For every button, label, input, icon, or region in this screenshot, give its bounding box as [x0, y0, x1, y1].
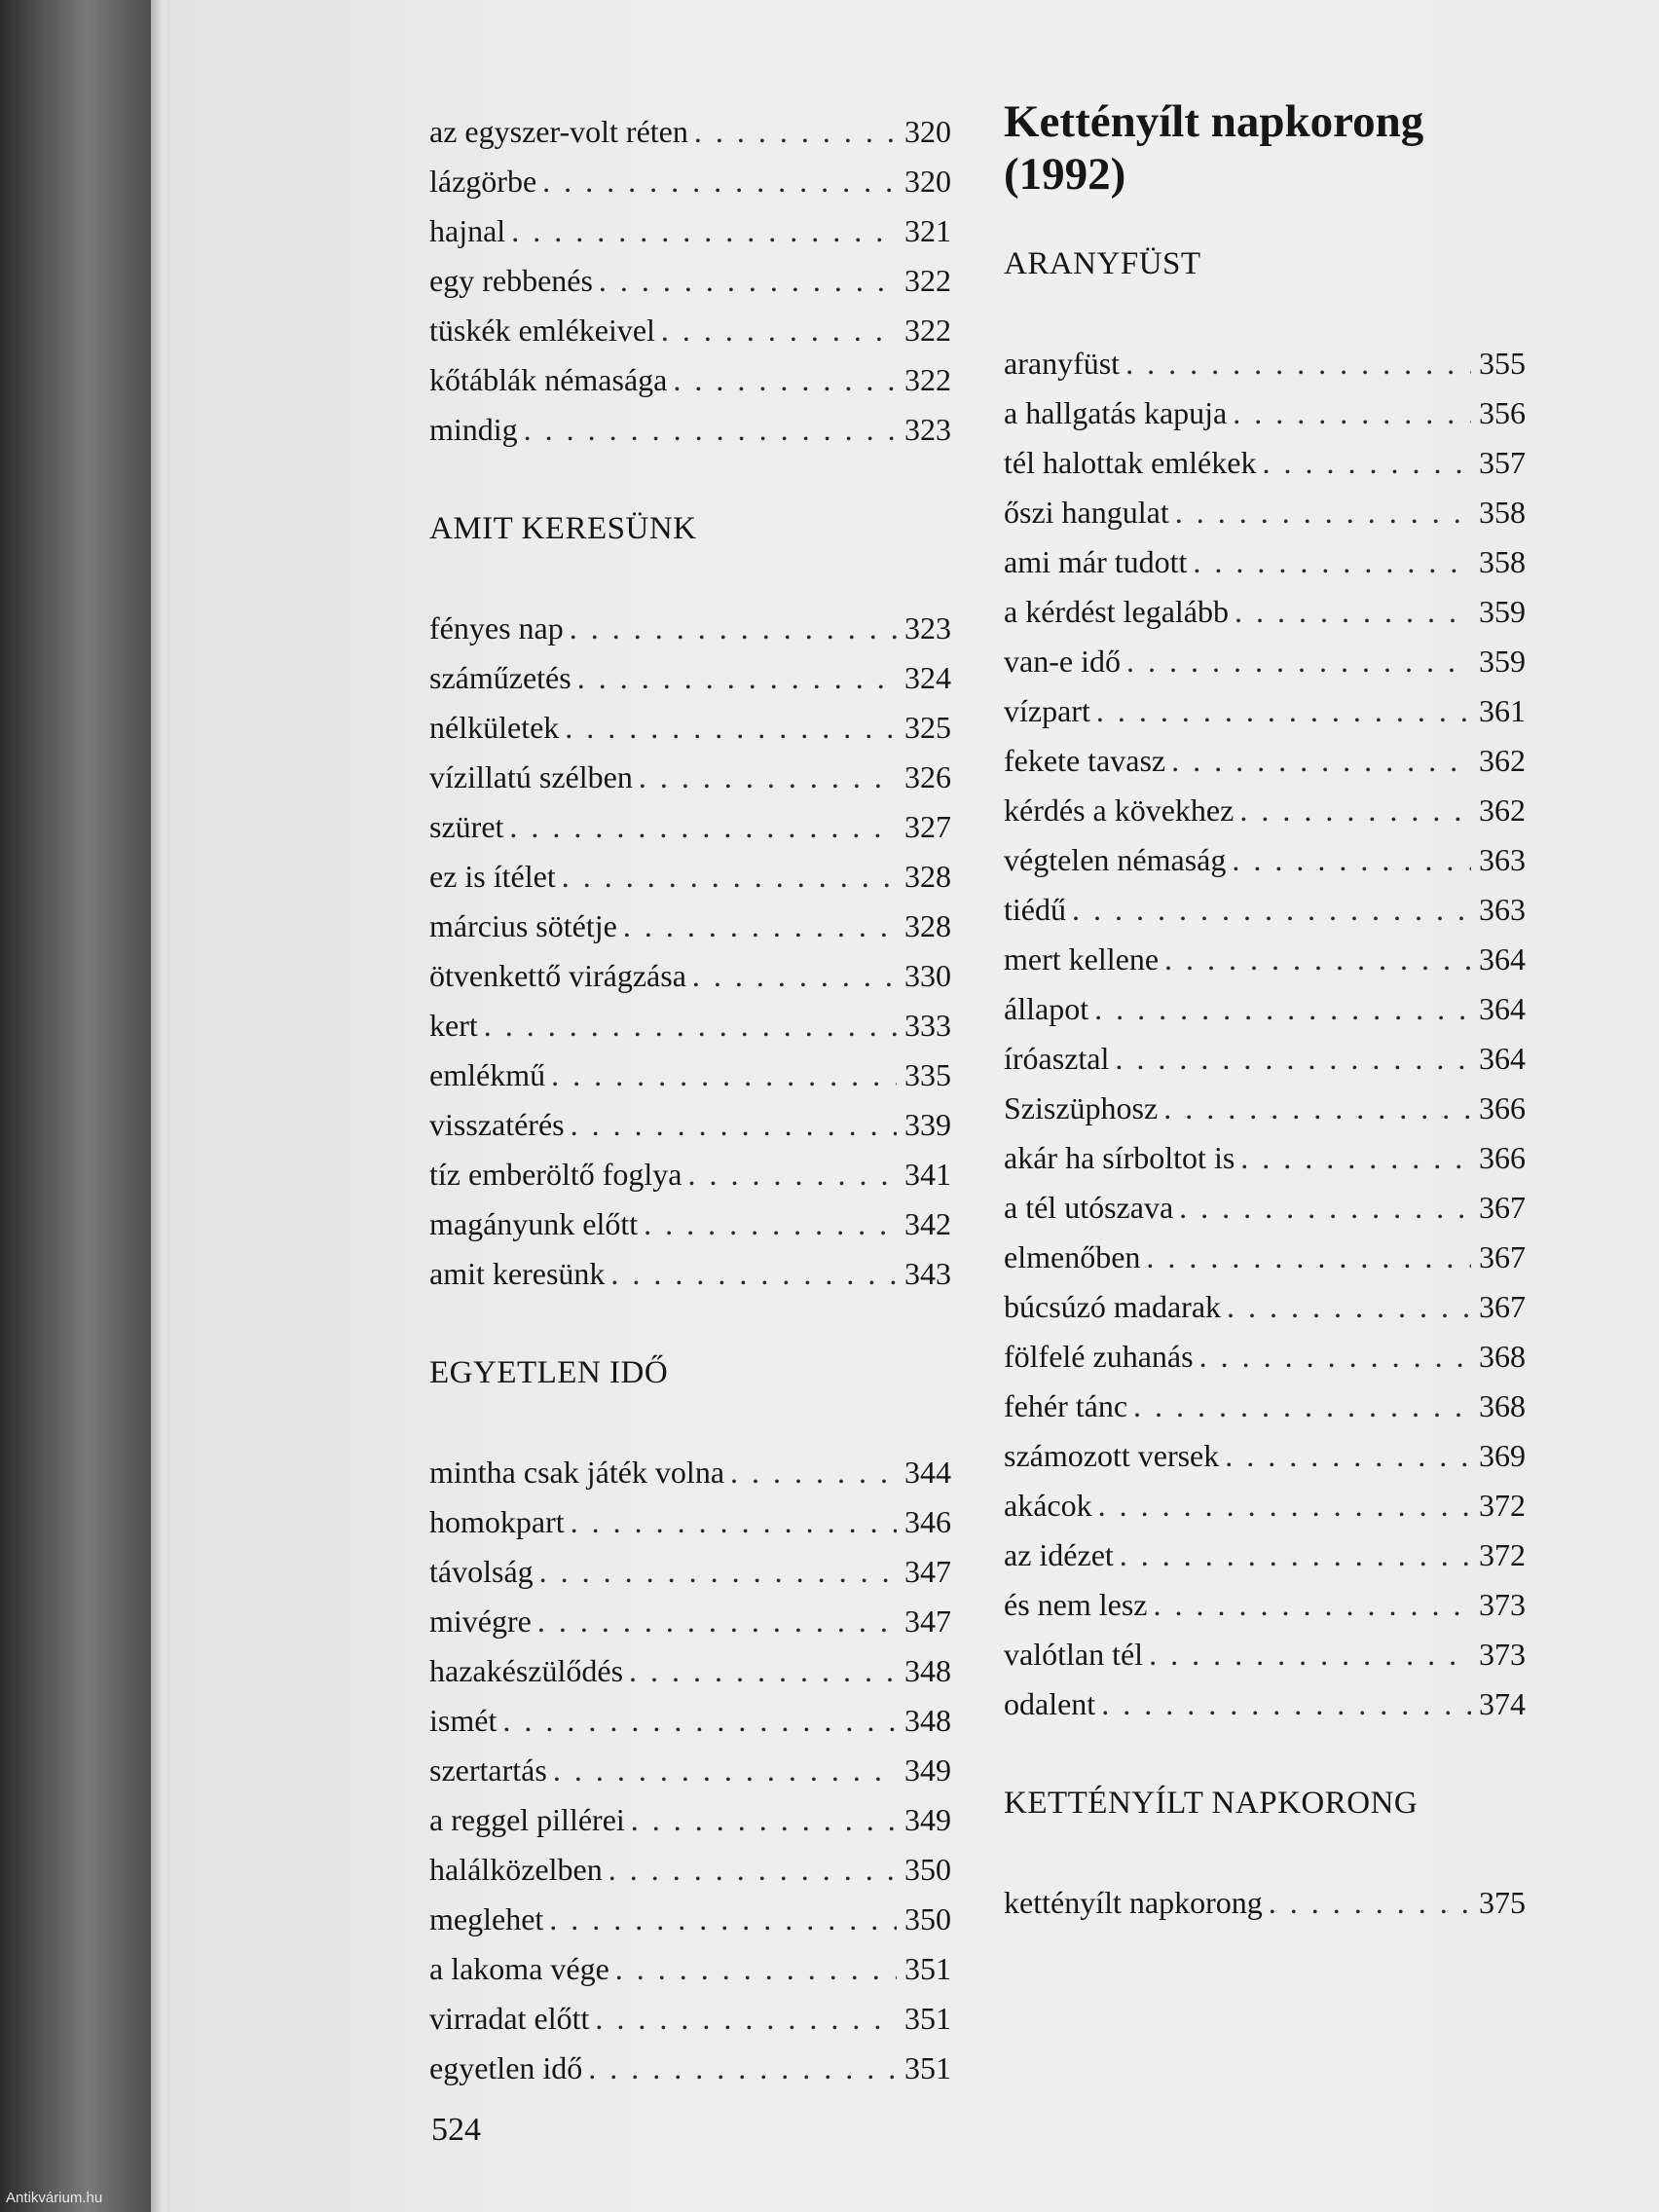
toc-entry-page: 372: [1479, 1488, 1526, 1523]
toc-entry: [429, 256, 951, 306]
toc-entry: [429, 1249, 951, 1299]
toc-entry-page: 328: [904, 908, 951, 943]
toc-leader-dots: [509, 802, 897, 852]
toc-leader-dots: [639, 753, 897, 802]
toc-entry-page: 330: [904, 958, 951, 993]
toc-leader-dots: [1227, 1282, 1471, 1332]
toc-entry-page: 339: [904, 1107, 951, 1142]
toc-entry-page: 349: [904, 1802, 951, 1837]
toc-section-list: [1004, 1878, 1526, 1928]
toc-entry-title: szüret: [429, 809, 504, 844]
toc-entry-page: 367: [1479, 1289, 1526, 1324]
toc-entry: [1004, 1580, 1526, 1630]
page-edge: [151, 0, 170, 2212]
toc-entry-page: 367: [1479, 1190, 1526, 1225]
toc-section-list: [1004, 339, 1526, 1729]
toc-entry: [429, 1497, 951, 1547]
toc-entry: [429, 1944, 951, 1994]
toc-entry: [1004, 1630, 1526, 1679]
toc-entry: [429, 1994, 951, 2044]
toc-entry-page: 348: [904, 1703, 951, 1738]
toc-entry-page: 351: [904, 2001, 951, 2036]
toc-entry-page: 325: [904, 710, 951, 745]
toc-entry: [1004, 1382, 1526, 1431]
toc-entry-page: 341: [904, 1157, 951, 1192]
toc-right-column: [1004, 95, 1526, 1928]
section-heading-kettenyilt-napkorong: KETTÉNYÍLT NAPKORONG: [1004, 1786, 1419, 1821]
toc-entry-title: a kérdést legalább: [1004, 594, 1229, 629]
toc-entry: [429, 951, 951, 1001]
toc-entry: [429, 1051, 951, 1100]
toc-entry-page: 361: [1479, 693, 1526, 728]
toc-entry-title: magányunk előtt: [429, 1206, 639, 1241]
toc-entry-title: hajnal: [429, 213, 506, 248]
toc-leader-dots: [1240, 1133, 1471, 1183]
toc-entry-page: 323: [904, 412, 951, 447]
toc-entry-title: a lakoma vége: [429, 1951, 609, 1986]
toc-entry-title: tél halottak emlékek: [1004, 445, 1257, 480]
toc-entry: [1004, 935, 1526, 984]
toc-entry-title: meglehet: [429, 1901, 544, 1936]
toc-entry-title: virradat előtt: [429, 2001, 590, 2036]
toc-leader-dots: [1096, 686, 1471, 736]
toc-entry-page: 362: [1479, 793, 1526, 828]
toc-entry: [1004, 1481, 1526, 1530]
toc-entry-title: számozott versek: [1004, 1438, 1220, 1473]
toc-entry-title: az egyszer-volt réten: [429, 114, 688, 149]
toc-entry: [429, 1001, 951, 1051]
toc-entry: [429, 1150, 951, 1199]
toc-entry-page: 363: [1479, 892, 1526, 927]
toc-leader-dots: [553, 1746, 897, 1795]
toc-entry-title: vízillatú szélben: [429, 759, 633, 794]
toc-leader-dots: [1235, 587, 1471, 637]
toc-entry-page: 363: [1479, 842, 1526, 877]
toc-leader-dots: [1072, 885, 1471, 935]
toc-leader-dots: [1193, 537, 1471, 587]
toc-entry-page: 322: [904, 362, 951, 397]
toc-entry-title: fehér tánc: [1004, 1388, 1128, 1423]
toc-entry-page: 374: [1479, 1686, 1526, 1721]
toc-leader-dots: [1239, 786, 1471, 835]
toc-leader-dots: [608, 1845, 897, 1895]
toc-entry: [429, 1448, 951, 1497]
toc-leader-dots: [623, 902, 897, 951]
toc-leader-dots: [1163, 1084, 1471, 1133]
section-heading-aranyfust: ARANYFÜST: [1004, 246, 1201, 281]
toc-entry: [1004, 686, 1526, 736]
toc-leader-dots: [673, 355, 897, 405]
toc-entry-title: nélkületek: [429, 710, 560, 745]
toc-entry: [429, 1199, 951, 1249]
toc-entry-page: 350: [904, 1852, 951, 1887]
toc-entry-page: 326: [904, 759, 951, 794]
toc-entry-title: visszatérés: [429, 1107, 565, 1142]
toc-entry-page: 351: [904, 2050, 951, 2085]
toc-leader-dots: [1179, 1183, 1471, 1233]
toc-leader-dots: [1199, 1332, 1471, 1382]
toc-entry-title: vízpart: [1004, 693, 1090, 728]
toc-leader-dots: [1146, 1233, 1471, 1282]
section-heading-amit-kereSunk: AMIT KERESÜNK: [429, 511, 697, 546]
toc-entry: [1004, 835, 1526, 885]
toc-entry: [429, 902, 951, 951]
toc-entry-page: 359: [1479, 594, 1526, 629]
toc-entry: [1004, 1282, 1526, 1332]
toc-leader-dots: [1164, 935, 1471, 984]
toc-leader-dots: [1233, 388, 1471, 438]
toc-entry-title: emlékmű: [429, 1057, 546, 1092]
toc-entry: [429, 1895, 951, 1944]
toc-entry-title: búcsúzó madarak: [1004, 1289, 1222, 1324]
toc-entry-title: egy rebbenés: [429, 263, 593, 298]
book-title-line: Kettényílt napkorong: [1004, 96, 1424, 147]
toc-leader-dots: [610, 1249, 897, 1299]
toc-entry-page: 333: [904, 1008, 951, 1043]
toc-leader-dots: [588, 2044, 897, 2093]
toc-entry-title: egyetlen idő: [429, 2050, 583, 2085]
toc-entry-page: 321: [904, 213, 951, 248]
toc-entry: [429, 1845, 951, 1895]
toc-leader-dots: [539, 1547, 897, 1597]
toc-leader-dots: [1171, 736, 1471, 786]
toc-entry-page: 373: [1479, 1587, 1526, 1622]
toc-leader-dots: [1098, 1481, 1471, 1530]
toc-entry-title: íróasztal: [1004, 1041, 1110, 1076]
toc-section-list: [429, 1448, 951, 2093]
toc-entry: [1004, 1332, 1526, 1382]
toc-entry: [1004, 388, 1526, 438]
toc-entry: [429, 703, 951, 753]
toc-entry-page: 322: [904, 263, 951, 298]
toc-leader-dots: [1120, 1530, 1471, 1580]
toc-leader-dots: [542, 157, 897, 206]
toc-entry: [1004, 1133, 1526, 1183]
toc-leader-dots: [629, 1646, 897, 1696]
toc-entry-page: 324: [904, 660, 951, 695]
toc-entry-page: 355: [1479, 346, 1526, 381]
toc-leader-dots: [615, 1944, 897, 1994]
toc-leader-dots: [1149, 1630, 1471, 1679]
toc-leader-dots: [631, 1795, 897, 1845]
toc-entry-title: lázgörbe: [429, 164, 537, 199]
toc-entry: [1004, 885, 1526, 935]
toc-section-list: [429, 604, 951, 1299]
toc-entry-title: tiédű: [1004, 892, 1066, 927]
toc-entry: [1004, 1431, 1526, 1481]
toc-entry: [1004, 1233, 1526, 1282]
toc-leader-dots: [571, 1497, 897, 1547]
toc-entry-page: 368: [1479, 1339, 1526, 1374]
toc-entry-title: kettényílt napkorong: [1004, 1885, 1263, 1920]
toc-leader-dots: [1154, 1580, 1472, 1630]
toc-leader-dots: [562, 852, 897, 902]
toc-entry-page: 344: [904, 1455, 951, 1490]
toc-entry-page: 362: [1479, 743, 1526, 778]
toc-entry: [429, 405, 951, 455]
toc-entry-title: végtelen némaság: [1004, 842, 1227, 877]
toc-entry-title: tüskék emlékeivel: [429, 313, 655, 348]
toc-entry-title: halálközelben: [429, 1852, 603, 1887]
toc-entry: [1004, 786, 1526, 835]
toc-entry: [1004, 438, 1526, 488]
toc-entry: [429, 1696, 951, 1746]
toc-entry-page: 335: [904, 1057, 951, 1092]
toc-entry-title: március sötétje: [429, 908, 617, 943]
toc-entry: [429, 753, 951, 802]
toc-entry-page: 372: [1479, 1537, 1526, 1572]
toc-entry-title: valótlan tél: [1004, 1637, 1144, 1672]
toc-entry-title: ismét: [429, 1703, 498, 1738]
toc-entry-page: 328: [904, 859, 951, 894]
toc-entry: [1004, 736, 1526, 786]
toc-entry: [1004, 1034, 1526, 1084]
toc-entry-page: 358: [1479, 495, 1526, 530]
toc-entry-page: 327: [904, 809, 951, 844]
toc-entry-page: 349: [904, 1752, 951, 1788]
toc-entry-page: 369: [1479, 1438, 1526, 1473]
toc-entry: [429, 1597, 951, 1646]
toc-entry: [1004, 488, 1526, 537]
toc-entry: [429, 107, 951, 157]
toc-entry-title: mert kellene: [1004, 941, 1160, 977]
toc-entry: [1004, 339, 1526, 388]
toc-entry: [429, 355, 951, 405]
toc-entry-title: mindig: [429, 412, 518, 447]
toc-leader-dots: [1175, 488, 1471, 537]
toc-entry: [429, 1547, 951, 1597]
toc-entry-title: és nem lesz: [1004, 1587, 1148, 1622]
toc-entry: [429, 802, 951, 852]
toc-left-column: [429, 107, 951, 2093]
toc-leader-dots: [644, 1199, 897, 1249]
toc-entry-page: 347: [904, 1554, 951, 1589]
toc-entry: [1004, 1878, 1526, 1928]
toc-leader-dots: [502, 1696, 897, 1746]
toc-entry: [429, 1746, 951, 1795]
toc-intro-list: [429, 107, 951, 455]
toc-entry-title: a hallgatás kapuja: [1004, 395, 1228, 430]
toc-leader-dots: [1133, 1382, 1471, 1431]
toc-entry-title: őszi hangulat: [1004, 495, 1169, 530]
toc-entry-title: aranyfüst: [1004, 346, 1121, 381]
toc-leader-dots: [1225, 1431, 1471, 1481]
toc-leader-dots: [1269, 1878, 1471, 1928]
toc-entry: [1004, 1530, 1526, 1580]
toc-entry-title: kérdés a kövekhez: [1004, 793, 1235, 828]
toc-entry-title: van-e idő: [1004, 644, 1121, 679]
toc-entry-page: 323: [904, 610, 951, 645]
toc-entry-page: 342: [904, 1206, 951, 1241]
toc-entry-page: 346: [904, 1504, 951, 1539]
toc-entry-title: mivégre: [429, 1604, 532, 1639]
toc-entry: [1004, 637, 1526, 686]
book-title: [1004, 95, 1526, 201]
toc-entry-page: 373: [1479, 1637, 1526, 1672]
toc-entry-page: 343: [904, 1256, 951, 1291]
toc-entry-page: 366: [1479, 1090, 1526, 1125]
toc-entry-title: ami már tudott: [1004, 544, 1188, 579]
toc-entry-page: 359: [1479, 644, 1526, 679]
toc-entry-title: mintha csak játék volna: [429, 1455, 725, 1490]
toc-entry-page: 347: [904, 1604, 951, 1639]
toc-entry-title: kőtáblák némasága: [429, 362, 668, 397]
toc-entry: [1004, 537, 1526, 587]
toc-entry-page: 348: [904, 1653, 951, 1688]
toc-leader-dots: [537, 1597, 897, 1646]
toc-leader-dots: [484, 1001, 897, 1051]
toc-entry: [1004, 1084, 1526, 1133]
toc-leader-dots: [549, 1895, 897, 1944]
toc-leader-dots: [551, 1051, 897, 1100]
toc-entry: [1004, 587, 1526, 637]
toc-entry-title: a tél utószava: [1004, 1190, 1174, 1225]
toc-entry-title: távolság: [429, 1554, 534, 1589]
toc-leader-dots: [524, 405, 897, 455]
toc-entry: [429, 306, 951, 355]
toc-leader-dots: [1262, 438, 1471, 488]
toc-entry-title: elmenőben: [1004, 1239, 1141, 1274]
toc-entry-title: akár ha sírboltot is: [1004, 1140, 1235, 1175]
toc-leader-dots: [1094, 984, 1471, 1034]
toc-leader-dots: [1232, 835, 1471, 885]
toc-entry-title: akácok: [1004, 1488, 1092, 1523]
toc-entry-page: 357: [1479, 445, 1526, 480]
toc-leader-dots: [730, 1448, 897, 1497]
toc-entry-title: fölfelé zuhanás: [1004, 1339, 1194, 1374]
toc-entry: [1004, 1183, 1526, 1233]
toc-entry-title: ez is ítélet: [429, 859, 556, 894]
toc-entry-title: az idézet: [1004, 1537, 1114, 1572]
toc-entry-title: hazakészülődés: [429, 1653, 624, 1688]
toc-entry: [429, 157, 951, 206]
toc-leader-dots: [1126, 637, 1471, 686]
toc-entry-page: 320: [904, 164, 951, 199]
toc-leader-dots: [661, 306, 897, 355]
toc-entry-title: fényes nap: [429, 610, 564, 645]
toc-entry: [429, 1646, 951, 1696]
toc-entry: [429, 2044, 951, 2093]
toc-entry-page: 322: [904, 313, 951, 348]
toc-leader-dots: [570, 604, 897, 653]
toc-entry-page: 364: [1479, 1041, 1526, 1076]
toc-leader-dots: [577, 653, 897, 703]
toc-entry-title: ötvenkettő virágzása: [429, 958, 686, 993]
toc-leader-dots: [1115, 1034, 1471, 1084]
toc-entry: [429, 1100, 951, 1150]
toc-entry-page: 375: [1479, 1885, 1526, 1920]
toc-entry-page: 350: [904, 1901, 951, 1936]
toc-entry: [1004, 984, 1526, 1034]
toc-entry-page: 320: [904, 114, 951, 149]
toc-leader-dots: [1125, 339, 1471, 388]
toc-leader-dots: [565, 703, 897, 753]
toc-leader-dots: [694, 107, 897, 157]
toc-entry: [429, 604, 951, 653]
book-binding: [0, 0, 151, 2212]
toc-leader-dots: [511, 206, 897, 256]
toc-leader-dots: [692, 951, 897, 1001]
toc-entry: [429, 1795, 951, 1845]
toc-entry-page: 358: [1479, 544, 1526, 579]
watermark: Antikvárium.hu: [6, 2190, 103, 2206]
toc-entry-page: 356: [1479, 395, 1526, 430]
toc-entry-page: 366: [1479, 1140, 1526, 1175]
toc-entry-title: amit keresünk: [429, 1256, 606, 1291]
toc-entry-title: homokpart: [429, 1504, 565, 1539]
toc-entry-title: tíz emberöltő foglya: [429, 1157, 682, 1192]
toc-entry: [429, 852, 951, 902]
toc-leader-dots: [687, 1150, 897, 1199]
toc-entry-title: kert: [429, 1008, 478, 1043]
book-year: (1992): [1004, 149, 1126, 200]
toc-entry: [429, 206, 951, 256]
toc-entry: [1004, 1679, 1526, 1729]
toc-entry-page: 364: [1479, 941, 1526, 977]
toc-entry-page: 367: [1479, 1239, 1526, 1274]
toc-entry-title: fekete tavasz: [1004, 743, 1166, 778]
toc-entry: [429, 653, 951, 703]
toc-leader-dots: [599, 256, 897, 306]
toc-entry-page: 368: [1479, 1388, 1526, 1423]
toc-entry-title: szertartás: [429, 1752, 547, 1788]
toc-entry-title: állapot: [1004, 991, 1089, 1026]
toc-leader-dots: [1101, 1679, 1471, 1729]
toc-entry-title: odalent: [1004, 1686, 1096, 1721]
page-number: 524: [431, 2112, 481, 2148]
toc-entry-title: száműzetés: [429, 660, 571, 695]
toc-entry-title: Sziszüphosz: [1004, 1090, 1159, 1125]
toc-entry-page: 351: [904, 1951, 951, 1986]
toc-entry-title: a reggel pillérei: [429, 1802, 625, 1837]
section-heading-egyetlen-ido: EGYETLEN IDŐ: [429, 1355, 669, 1390]
toc-entry-page: 364: [1479, 991, 1526, 1026]
toc-leader-dots: [595, 1994, 897, 2044]
toc-leader-dots: [571, 1100, 897, 1150]
